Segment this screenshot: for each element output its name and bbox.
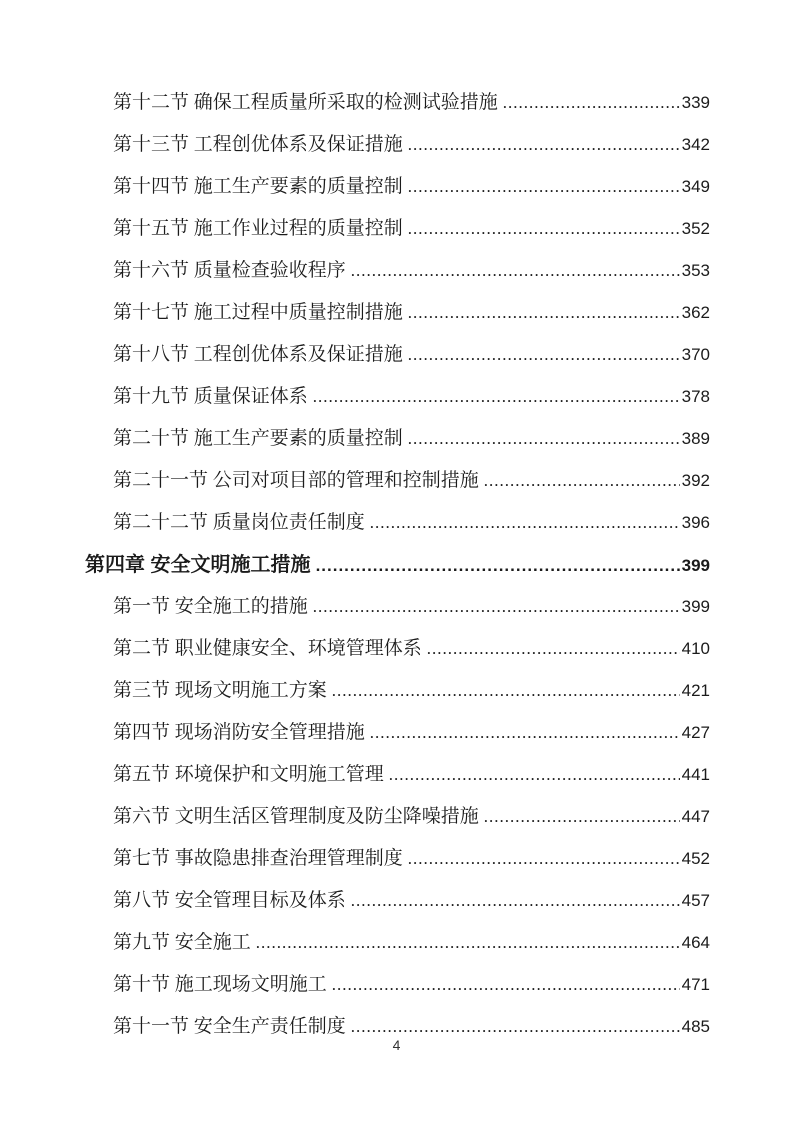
toc-entry-page: 353 <box>681 261 710 280</box>
toc-entry[interactable] <box>85 250 710 292</box>
toc-entry-title: 第五节 环境保护和文明施工管理 <box>113 764 384 785</box>
toc-dot-leader <box>332 964 680 1006</box>
toc-entry-title: 第二十节 施工生产要素的质量控制 <box>113 428 403 449</box>
toc-entry-page: 339 <box>681 93 710 112</box>
toc-entry[interactable] <box>85 922 710 964</box>
toc-entry-title: 第十七节 施工过程中质量控制措施 <box>113 302 403 323</box>
toc-dot-leader <box>484 460 680 502</box>
toc-dot-leader <box>408 334 680 376</box>
toc-entry-page: 421 <box>681 681 710 700</box>
toc-entry-page: 447 <box>681 807 710 826</box>
toc-entry-title: 第四节 现场消防安全管理措施 <box>113 722 365 743</box>
toc-entry-page: 457 <box>681 891 710 910</box>
toc-dot-leader <box>351 250 680 292</box>
toc-entry-title: 第十三节 工程创优体系及保证措施 <box>113 134 403 155</box>
toc-entry-title: 第二十一节 公司对项目部的管理和控制措施 <box>113 470 479 491</box>
toc-entry-title: 第六节 文明生活区管理制度及防尘降噪措施 <box>113 806 479 827</box>
toc-entry-title: 第十节 施工现场文明施工 <box>113 974 327 995</box>
toc-dot-leader <box>408 292 680 334</box>
toc-entry-page: 378 <box>681 387 710 406</box>
toc-dot-leader <box>408 208 680 250</box>
toc-entry-page: 464 <box>681 933 710 952</box>
toc-dot-leader <box>427 628 680 670</box>
toc-entry[interactable] <box>85 376 710 418</box>
toc-entry-page: 452 <box>681 849 710 868</box>
toc-entry-title: 第十五节 施工作业过程的质量控制 <box>113 218 403 239</box>
toc-dot-leader <box>389 754 680 796</box>
toc-entry[interactable] <box>85 334 710 376</box>
toc-entry-page: 342 <box>681 135 710 154</box>
toc-entry-title: 第四章 安全文明施工措施 <box>85 554 311 576</box>
toc-entry[interactable] <box>85 796 710 838</box>
toc-entry-page: 392 <box>681 471 710 490</box>
toc-dot-leader <box>503 82 680 124</box>
toc-entry-page: 410 <box>681 639 710 658</box>
toc-entry-page: 352 <box>681 219 710 238</box>
toc-entry[interactable] <box>85 628 710 670</box>
toc-entry-page: 389 <box>681 429 710 448</box>
toc-entry-page: 485 <box>681 1017 710 1036</box>
toc-entry-page: 362 <box>681 303 710 322</box>
toc-dot-leader <box>313 376 680 418</box>
toc-entry[interactable] <box>85 460 710 502</box>
toc-entry[interactable] <box>85 712 710 754</box>
toc-entry-title: 第八节 安全管理目标及体系 <box>113 890 346 911</box>
toc-dot-leader <box>316 544 680 587</box>
toc-entry-page: 399 <box>681 597 710 616</box>
toc-entry-page: 399 <box>681 556 710 575</box>
toc-entry-title: 第七节 事故隐患排查治理管理制度 <box>113 848 403 869</box>
toc-dot-leader <box>332 670 680 712</box>
toc-entry-page: 427 <box>681 723 710 742</box>
toc-entry-title: 第二十二节 质量岗位责任制度 <box>113 512 365 533</box>
toc-entry-page: 471 <box>681 975 710 994</box>
toc-entry-title: 第十四节 施工生产要素的质量控制 <box>113 176 403 197</box>
toc-entry[interactable] <box>85 670 710 712</box>
toc-entry[interactable] <box>85 208 710 250</box>
toc-dot-leader <box>370 502 680 544</box>
toc-entry[interactable] <box>85 754 710 796</box>
toc-dot-leader <box>313 586 680 628</box>
toc-entry[interactable] <box>85 418 710 460</box>
toc-entry-title: 第二节 职业健康安全、环境管理体系 <box>113 638 422 659</box>
toc-entry[interactable] <box>85 880 710 922</box>
toc-entry[interactable] <box>85 82 710 124</box>
toc-entry[interactable] <box>85 124 710 166</box>
toc-entry-title: 第九节 安全施工 <box>113 932 251 953</box>
toc-entry-page: 349 <box>681 177 710 196</box>
toc-dot-leader <box>408 124 680 166</box>
toc-entry[interactable] <box>85 964 710 1006</box>
toc-entry-title: 第十二节 确保工程质量所采取的检测试验措施 <box>113 92 498 113</box>
toc-dot-leader <box>408 418 680 460</box>
toc-dot-leader <box>408 838 680 880</box>
toc-dot-leader <box>256 922 680 964</box>
toc-entry-title: 第十九节 质量保证体系 <box>113 386 308 407</box>
toc-entry[interactable] <box>85 838 710 880</box>
toc-dot-leader <box>484 796 680 838</box>
toc-entry-title: 第十八节 工程创优体系及保证措施 <box>113 344 403 365</box>
toc-entry-title: 第一节 安全施工的措施 <box>113 596 308 617</box>
toc-entry[interactable] <box>85 166 710 208</box>
toc-dot-leader <box>408 166 680 208</box>
toc-entry[interactable] <box>85 292 710 334</box>
toc-entry[interactable] <box>85 502 710 544</box>
toc-dot-leader <box>370 712 680 754</box>
toc-entry-page: 370 <box>681 345 710 364</box>
toc-entry-page: 441 <box>681 765 710 784</box>
page-number-footer: 4 <box>392 1037 401 1053</box>
toc-entry-title: 第十一节 安全生产责任制度 <box>113 1016 346 1037</box>
toc-dot-leader <box>351 880 680 922</box>
toc-entry[interactable] <box>85 586 710 628</box>
toc-entry-page: 396 <box>681 513 710 532</box>
toc-entry-title: 第三节 现场文明施工方案 <box>113 680 327 701</box>
toc-entry-title: 第十六节 质量检查验收程序 <box>113 260 346 281</box>
toc-entry[interactable] <box>85 544 710 586</box>
